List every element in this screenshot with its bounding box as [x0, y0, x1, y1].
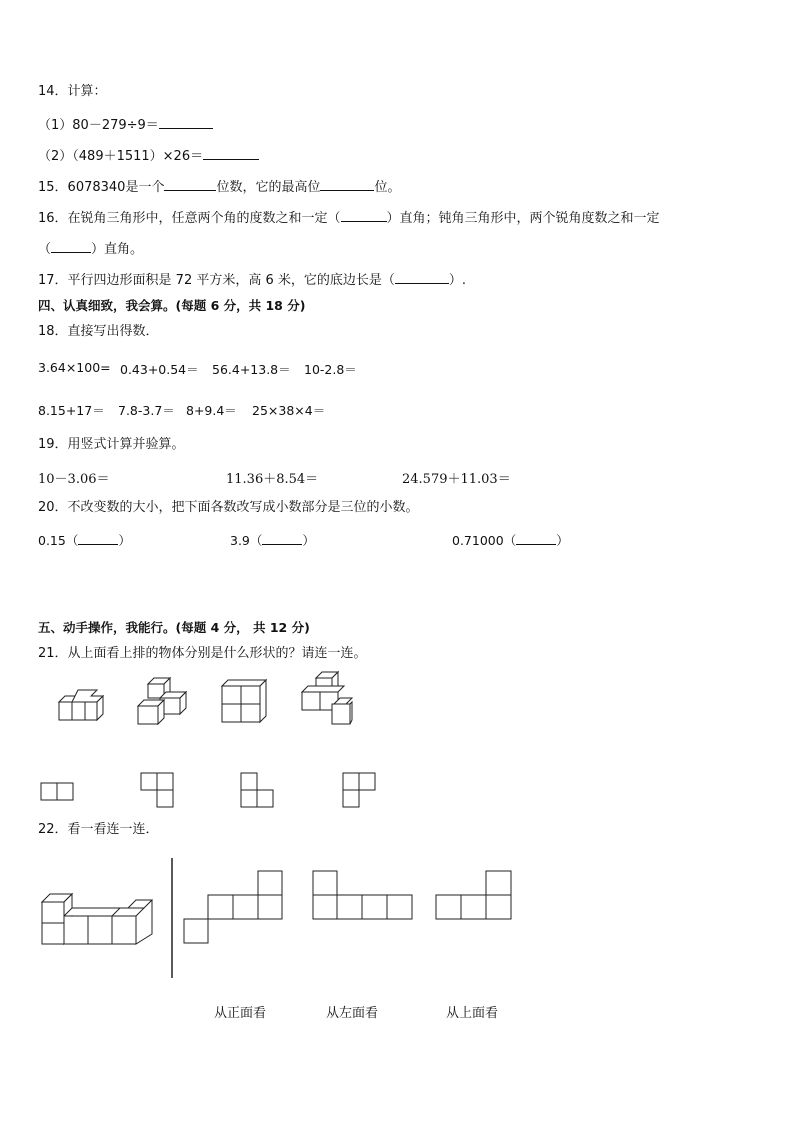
q22-view-label-front: 从正面看 [214, 1006, 267, 1021]
q15-text-1: 15．6078340是一个 [38, 180, 165, 195]
q14-item2-text: （2）（489＋1511）×26＝ [38, 149, 204, 164]
q22-view-b [312, 870, 416, 922]
q21-title: 21．从上面看上排的物体分别是什么形状的？请连一连。 [38, 646, 367, 661]
q15-text-3: 位。 [374, 180, 401, 195]
q18-title: 18．直接写出得数． [38, 324, 159, 339]
q16-line1 [38, 208, 660, 228]
q14-item1-blank[interactable] [159, 115, 213, 129]
q22-view-label-top: 从上面看 [446, 1006, 499, 1021]
q18-r2-c2: 7.8-3.7＝ [118, 403, 175, 418]
q18-r1-c4: 10-2.8＝ [304, 362, 357, 377]
q16-line2 [38, 239, 143, 259]
q14-item2-blank[interactable] [203, 146, 259, 160]
q21-solid-3 [220, 678, 268, 724]
q20-item-2-text: 3.9（ [230, 533, 263, 548]
q14-item2 [38, 146, 259, 166]
q22-solid [40, 890, 154, 948]
q21-solid-2 [136, 676, 188, 726]
q19-item-2: 11.36＋8.54＝ [226, 472, 319, 487]
q14-item1 [38, 115, 213, 135]
q21-view-4 [342, 772, 378, 810]
q16-text-4: ）直角。 [91, 242, 144, 257]
q20-item-3 [452, 531, 569, 549]
q16-text-2: ）直角；钝角三角形中，两个锐角度数之和一定 [386, 211, 660, 226]
q18-r1-c1: 3.64×100= [38, 360, 111, 375]
q19-item-3: 24.579＋11.03＝ [402, 472, 511, 487]
q20-blank-2[interactable] [262, 531, 302, 545]
q21-view-1 [40, 782, 76, 802]
q18-r2-c1: 8.15+17＝ [38, 403, 105, 418]
q22-title: 22．看一看连一连． [38, 822, 159, 837]
q22-view-a [183, 870, 285, 946]
q15-text-2: 位数，它的最高位 [216, 180, 321, 195]
q18-r1-c2: 0.43+0.54＝ [120, 362, 199, 377]
q19-title: 19．用竖式计算并验算。 [38, 437, 185, 452]
q17 [38, 270, 466, 290]
q22-view-c [435, 870, 515, 922]
q15-blank-2[interactable] [320, 177, 374, 191]
q15-blank-1[interactable] [164, 177, 216, 191]
q20-item-3-close: ） [556, 533, 569, 548]
q20-item-1-close: ） [118, 533, 131, 548]
q18-r2-c4: 25×38×4＝ [252, 403, 326, 418]
q19-item-1: 10－3.06＝ [38, 472, 110, 487]
q16-blank-2[interactable] [51, 239, 91, 253]
q20-item-1 [38, 531, 131, 549]
q16-text-1: 16．在锐角三角形中，任意两个角的度数之和一定（ [38, 211, 341, 226]
q20-blank-1[interactable] [78, 531, 118, 545]
q20-blank-3[interactable] [516, 531, 556, 545]
q17-text-2: ）. [448, 273, 467, 288]
q16-text-3: （ [38, 242, 52, 257]
q20-title: 20．不改变数的大小，把下面各数改写成小数部分是三位的小数。 [38, 500, 419, 515]
q15 [38, 177, 400, 197]
q22-divider [170, 858, 174, 980]
q21-view-2 [140, 772, 176, 810]
q18-r2-c3: 8+9.4＝ [186, 403, 237, 418]
q22-view-label-left: 从左面看 [326, 1006, 379, 1021]
q17-text-1: 17．平行四边形面积是 72 平方米，高 6 米，它的底边长是（ [38, 273, 395, 288]
section5-title: 五、动手操作，我能行。(每题 4 分， 共 12 分) [38, 620, 310, 635]
q20-item-2-close: ） [302, 533, 315, 548]
q21-solid-1 [55, 688, 105, 724]
q14-item1-text: （1）80－279÷9＝ [38, 118, 159, 133]
q17-blank[interactable] [395, 270, 449, 284]
q21-view-3 [240, 772, 276, 810]
q20-item-2 [230, 531, 315, 549]
q20-item-1-text: 0.15（ [38, 533, 79, 548]
q18-r1-c3: 56.4+13.8＝ [212, 362, 291, 377]
q14-title: 14．计算： [38, 84, 107, 99]
section4-title: 四、认真细致，我会算。(每题 6 分，共 18 分) [38, 298, 306, 313]
q20-item-3-text: 0.71000（ [452, 533, 517, 548]
q16-blank-1[interactable] [341, 208, 387, 222]
q21-solid-4 [300, 670, 354, 726]
